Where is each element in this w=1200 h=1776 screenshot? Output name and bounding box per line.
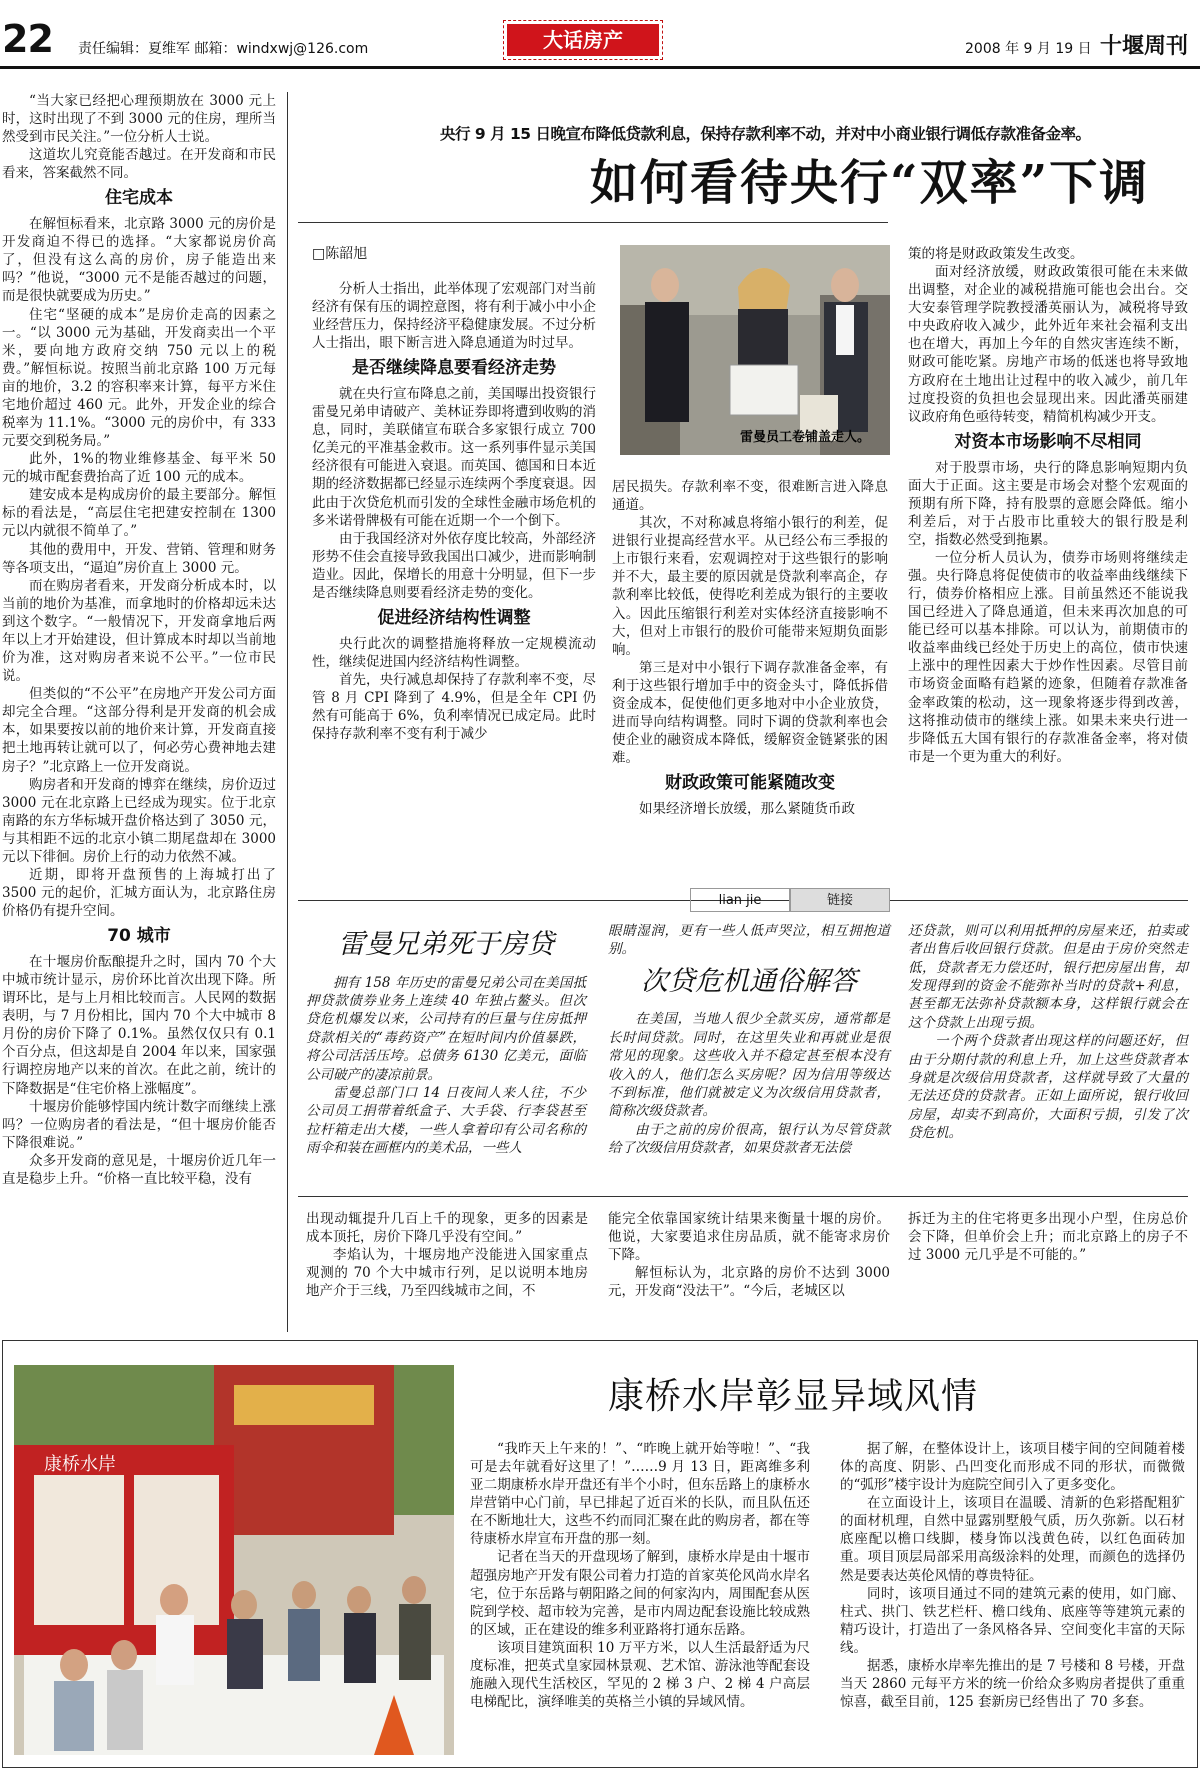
main-para: 其次，不对称减息将缩小银行的利差，促进银行业提高经营水平。从已经公布三季报的上市银行来看，宏观调控对于这些银行的影响并不大，最主要的原因就是贷款利率高企，存款利率比较低，使得吃利差成为银行的主要收入。因此压缩银行利差对实体经济直接影响不大，但对上市银行的股价可能带来短期负面影响。 xyxy=(612,515,888,658)
ad-para: 据了解，在整体设计上，该项目楼宇间的空间随着楼体的高度、阴影、凸凹变化而形成不同的形状，而微微的“弧形”楼宇设计为庭院空间引入了更多变化。 xyxy=(840,1441,1185,1494)
main-para: 第三是对中小银行下调存款准备金率，有利于这些银行增加手中的资金头寸，降低拆借资金成本，促使他们更多地对中小企业放贷，进而导向结构调整。同时下调的贷款利率也会使企业的融资成本降低，缓解资金链紧张的困难。 xyxy=(612,659,888,767)
left-para: 此外，1%的物业维修基金、每平米 50 元的城市配套费抬高了近 100 元的成本。 xyxy=(2,451,276,486)
link-para: 眼睛湿润，更有一些人低声哭泣，相互拥抱道别。 xyxy=(608,923,890,958)
link-tab xyxy=(690,888,890,912)
left-para: “当大家已经把心理预期放在 3000 元上时，这时出现了不到 3000 元的住房，理所当然受到市民关注。”一位分析人士说。 xyxy=(2,93,276,146)
link-tab-label: 链接 xyxy=(790,888,890,912)
ad-title: 康桥水岸彰显异域风情 xyxy=(608,1376,979,1417)
header-rule xyxy=(0,66,1200,69)
main-para: 分析人士指出，此举体现了宏观部门对当前经济有保有压的调控意图，将有利于减小中小企业经营压力，保持经济平稳健康发展。不过分析人士指出，眼下断言进入降息通道为时过早。 xyxy=(312,281,596,352)
page-number: 22 xyxy=(2,17,53,61)
cont-para: 拆迁为主的住宅将更多出现小户型，住房总价会下降，但单价会上升；而北京路上的房子不过 3000 元几乎是不可能的。” xyxy=(908,1211,1188,1264)
link-para: 雷曼总部门口 14 日夜间人来人往，不少公司员工捐带着纸盒子、大手袋、行李袋甚至拉杆箱走出大楼，一些人拿着印有公司名称的雨伞和装在画框内的美术品，一些人 xyxy=(306,1084,586,1156)
link-col-2 xyxy=(608,922,890,1157)
link-para: 一个两个贷款者出现这样的问题还好，但由于分期付款的利息上升，加上这些贷款者本身就是次级信用贷款者，这样就导致了大量的无法还贷的贷款者。正如上面所说，银行收回房屋，却卖不到高价，大面积亏损，引发了次贷危机。 xyxy=(908,1033,1188,1141)
lehman-photo-illustration xyxy=(620,245,890,455)
left-para: 而在购房者看来，开发商分析成本时，以当前的地价为基准，而拿地时的价格却远未达到这个数字。“一般情况下，开发商拿地后两年以上才开始建设，但计算成本时却以当前地价为准，这对购房者来说不公平。”一位市民说。 xyxy=(2,577,276,685)
byline: □陈韶旭 xyxy=(312,246,368,262)
continuation-col-3 xyxy=(908,1210,1188,1264)
main-para: 央行此次的调整措施将释放一定规模流动性，继续促进国内经济结构性调整。 xyxy=(312,635,596,670)
main-para: 策的将是财政政策发生改变。 xyxy=(908,246,1084,262)
left-para: 众多开发商的意见是，十堰房价近几年一直是稳步上升。“价格一直比较平稳，没有 xyxy=(2,1152,276,1187)
ad-para: 在立面设计上，该项目在温暖、清新的色彩搭配粗犷的面材机理，自然中显露别墅般气质，历久弥新。以石材底座配以檐口线脚，楼身饰以浅黄色砖，以红色面砖加重。项目顶层局部采用高级涂料的处理，而颜色的选择仍然是要表达英伦风情的尊贵特征。 xyxy=(840,1495,1185,1584)
link-col-3 xyxy=(908,922,1188,1142)
section-label: 大话房产 xyxy=(507,24,659,56)
main-para: 由于我国经济对外依存度比较高，外部经济形势不佳会直接导致我国出口减少，进而影响制造业。因此，保增长的用意十分明显，但下一步是否继续降息则要看经济走势的变化。 xyxy=(312,530,596,601)
main-heading-rate-trend: 是否继续降息要看经济走势 xyxy=(352,358,556,379)
main-para: 如果经济增长放缓，那么紧随货币政 xyxy=(639,801,855,818)
left-para: 近期，即将开盘预售的上海城打出了 3500 元的起价，汇城方面认为，北京路住房价格仍有提升空间。 xyxy=(2,866,276,920)
headline-rule xyxy=(298,222,888,223)
editor-info: 责任编辑：夏维军 邮箱：windxwj@126.com xyxy=(78,41,369,57)
ad-board-text: 康桥水岸 xyxy=(44,1454,116,1475)
ad-para: “我昨天上午来的！”、“昨晚上就开始等啦！”、“我可是去年就看好这里了！”……9 月 13 日，距离维多利亚二期康桥水岸开盘还有半个小时，但东岳路上的康桥水岸营销中心门前，早已排起了近百米的长队，而且队伍还在不断地壮大，这些不约而同汇聚在此的购房者，都在等待康桥水岸宣布开盘的那一刻。 xyxy=(470,1441,810,1548)
left-heading-70-cities: 70 城市 xyxy=(107,926,171,947)
link-para: 在美国，当地人很少全款买房，通常都是长时间贷款。同时，在这里失业和再就业是很常见的现象。这些收入并不稳定甚至根本没有收入的人，他们怎么买房呢？因为信用等级达不到标准，他们就被定义为次级信用贷款者，简称次级贷款者。 xyxy=(608,1011,890,1120)
link-box-bottom-rule xyxy=(298,1196,1188,1197)
main-col-1 xyxy=(312,280,596,743)
headline-title: 如何看待央行“双率”下调 xyxy=(590,155,1150,211)
left-para: 住宅“坚硬的成本”是房价走高的因素之一。“以 3000 元为基础，开发商卖出一个平米，要向地方政府交纳 750 元以上的税费。”解恒标说。按照当前北京路 100 万元每亩的地价，3.2 的容积率来计算，每平方米住宅地价超过 460 元。此外，开发企业的综合税率为 11.1%。“3000 元的房价中，有 333 元要交到税务局。” xyxy=(2,306,276,450)
cont-para: 李焰认为，十堰房地产没能进入国家重点观测的 70 个大中城市行列，足以说明本地房地产介于三线，乃至四线城市之间，不 xyxy=(306,1247,588,1300)
left-para: 这道坎儿究竟能否越过。在开发商和市民看来，答案截然不同。 xyxy=(2,147,276,182)
cont-para: 解恒标认为，北京路的房价不达到 3000 元，开发商“没法干”。“今后，老城区以 xyxy=(608,1265,890,1300)
issue-date: 2008 年 9 月 19 日 xyxy=(965,41,1092,57)
link-para: 由于之前的房价很高，银行认为尽管贷款给了次级信用贷款者，如果贷款者无法偿 xyxy=(608,1121,890,1156)
ad-para: 该项目建筑面积 10 万平方米，以人生活最舒适为尺度标准，把英式皇家园林景观、艺术馆、游泳池等配套设施融入现代生活校区，罕见的 2 梯 3 户、2 梯 4 户高层电梯配比，演绎唯美的英格兰小镇的异域风情。 xyxy=(470,1639,810,1711)
main-para: 首先，央行减息却保持了存款利率不变，尽管 8 月 CPI 降到了 4.9%，但是全年 CPI 仍然有可能高于 6%，负利率情况已成定局。此时保持存款利率不变有利于减少 xyxy=(312,671,596,743)
ad-col-2 xyxy=(840,1440,1185,1711)
link-col-1 xyxy=(306,922,586,1157)
main-col-2 xyxy=(612,478,888,818)
main-para: 就在央行宣布降息之前，美国曝出投资银行雷曼兄弟申请破产、美林证券即将遭到收购的消息，同时，美联储宣布联合多家银行成立 700 亿美元的平准基金救市。这一系列事件显示美国经济很有可能进入衰退。而英国、德国和日本近期的经济数据都已经显示连续两个季度衰退。因此由于次贷危机而引发的全球性金融市场危机的多米诺骨牌极有可能在近期一个一个倒下。 xyxy=(312,386,596,529)
ad-para: 记者在当天的开盘现场了解到，康桥水岸是由十堰市超强房地产开发有限公司着力打造的首家英伦风尚水岸名宅，位于东岳路与朝阳路之间的何家沟内，周围配套从医院到学校、超市较为完善，是市内周边配套设施比较成熟的区域，正在建设的维多利亚路将打通东岳路。 xyxy=(470,1549,810,1638)
main-col-3 xyxy=(908,245,1188,766)
link-para: 还贷款，则可以利用抵押的房屋来还，拍卖或者出售后收回银行贷款。但是由于房价突然走低，贷款者无力偿还时，银行把房屋出售，却发现得到的资金不能弥补当时的贷款+利息，甚至都无法弥补贷款额本身，这样银行就会在这个贷款上出现亏损。 xyxy=(908,923,1188,1031)
main-heading-structure: 促进经济结构性调整 xyxy=(377,608,531,629)
left-heading-cost: 住宅成本 xyxy=(105,188,173,209)
left-para: 在解恒标看来，北京路 3000 元的房价是开发商迫不得已的选择。“大家都说房价高了，但没有这么高的房价，房子能造出来吗？”他说，“3000 元不是能否越过的问题，而是很快就要成为历史。” xyxy=(2,216,276,305)
continuation-col-1 xyxy=(306,1210,588,1300)
link-article-2-title: 次贷危机通俗解答 xyxy=(641,965,857,997)
left-para: 十堰房价能够悖国内统计数字而继续上涨吗？一位购房者的看法是，“但十堰房价能否下降很难说。” xyxy=(2,1098,276,1151)
left-para: 建安成本是构成房价的最主要部分。解恒标的看法是，“高层住宅把建安控制在 1300 元以内就很不简单了。” xyxy=(2,487,276,540)
ad-col-1 xyxy=(470,1440,810,1711)
left-para: 但类似的“不公平”在房地产开发公司方面却完全合理。“这部分得利是开发商的机会成本，如果要按以前的地价来计算，开发商直接把土地再转让就可以了，何必劳心费神地去建房子？”北京路上一位开发商说。 xyxy=(2,686,276,775)
ad-para: 据悉，康桥水岸率先推出的是 7 号楼和 8 号楼，开盘当天 2860 元每平方米的统一价给众多购房者提供了重重惊喜，截至目前，125 套新房已经售出了 70 多套。 xyxy=(840,1657,1185,1711)
paper-name: 十堰周刊 xyxy=(1100,34,1189,59)
photo-caption: 雷曼员工卷铺盖走人。 xyxy=(739,430,870,446)
sales-photo xyxy=(14,1365,454,1755)
left-para: 在十堰房价酝酿提升之时，国内 70 个大中城市统计显示，房价环比首次出现下降。所谓环比，是与上月相比较而言。人民网的数据表明，与 7 月份相比，国内 70 个大中城市 8 月份的房价下降了 0.1%。虽然仅仅只有 0.1 个百分点，但这却是自 2004 年以来，国家强行调控房地产以来的首次。在此之前，统计的下降数据是“住宅价格上涨幅度”。 xyxy=(2,953,276,1097)
ad-para: 同时，该项目通过不同的建筑元素的使用，如门廊、柱式、拱门、铁艺栏杆、檐口线角、底座等等建筑元素的精巧设计，打造出了一条风格各异、空间变化丰富的天际线。 xyxy=(840,1585,1185,1656)
continuation-col-2 xyxy=(608,1210,890,1300)
main-heading-fiscal: 财政政策可能紧随改变 xyxy=(665,773,835,794)
main-para: 对于股票市场，央行的降息影响短期内负面大于正面。这主要是市场会对整个宏观面的预期有所下降，持有股票的意愿会降低。缩小利差后，对于占股市比重较大的银行股是利空，指数必然受到拖累。 xyxy=(908,459,1188,548)
left-column xyxy=(2,92,276,1188)
headline-subtitle: 央行 9 月 15 日晚宣布降低贷款利息，保持存款利率不动，并对中小商业银行调低存款准备金率。 xyxy=(440,125,1091,143)
link-para: 拥有 158 年历史的雷曼兄弟公司在美国抵押贷款债券业务上连续 40 年独占鳌头。但次贷危机爆发以来，公司持有的巨量与住房抵押贷款相关的“毒药资产”在短时间内价值暴跌，将公司活活压垮。总债务 6130 亿美元，面临公司破产的凄凉前景。 xyxy=(306,974,586,1083)
main-para: 面对经济放缓，财政政策很可能在未来做出调整，对企业的减税措施可能也会出台。交大安泰管理学院教授潘英丽认为，减税将导致中央政府收入减少，此外近年来社会福利支出也在增大，再加上今年的自然灾害连续不断，财政可能吃紧。房地产市场的低迷也将导致地方政府在土地出让过程中的收入减少，前几年过度投资的负担也会显现出来。因此潘英丽建议政府角色亟待转变，精简机构减少开支。 xyxy=(908,264,1188,425)
main-heading-capital-market: 对资本市场影响不尽相同 xyxy=(954,431,1142,452)
left-para: 购房者和开发商的博弈在继续，房价迈过 3000 元在北京路上已经成为现实。位于北京南路的东方华标城开盘价格达到了 3050 元，与其相距不远的北京小镇二期尾盘却在 3000 元以下徘徊。房价上行的动力依然不减。 xyxy=(2,776,276,865)
section-badge xyxy=(503,20,663,60)
sales-photo-illustration xyxy=(14,1365,454,1755)
lehman-photo xyxy=(620,245,890,455)
column-divider xyxy=(287,92,288,1332)
link-article-1-title: 雷曼兄弟死于房贷 xyxy=(338,929,554,960)
left-para: 其他的费用中，开发、营销、管理和财务等各项支出，“逼迫”房价直上 3000 元。 xyxy=(2,541,276,576)
cont-para: 出现动辄提升几百上千的现象，更多的因素是成本顶托，房价下降几乎没有空间。” xyxy=(306,1211,588,1246)
cont-para: 能完全依靠国家统计结果来衡量十堰的房价。他说，大家要追求住房品质，就不能寄求房价下降。 xyxy=(608,1211,890,1264)
main-para: 居民损失。存款利率不变，很难断言进入降息通道。 xyxy=(612,479,888,514)
main-para: 一位分析人员认为，债券市场则将继续走强。央行降息将促使债市的收益率曲线继续下行，债券价格相应上涨。目前虽然还不能说我国已经进入了降息通道，但未来再次加息的可能已经可以基本排除。可以认为，前期债市的收益率曲线已经处于历史上的高位，债市快速上涨中的理性因素大于炒作性因素。尽管目前市场资金面略有趋紧的迹象，但随着存款准备金率政策的松动，这一现象将逐步得到改善，这将推动债市的继续上涨。如果未来央行进一步降低五大国有银行的存款准备金率，将对债市是一个更为重大的利好。 xyxy=(908,549,1188,765)
link-tab-pinyin: lian jie xyxy=(690,888,790,912)
